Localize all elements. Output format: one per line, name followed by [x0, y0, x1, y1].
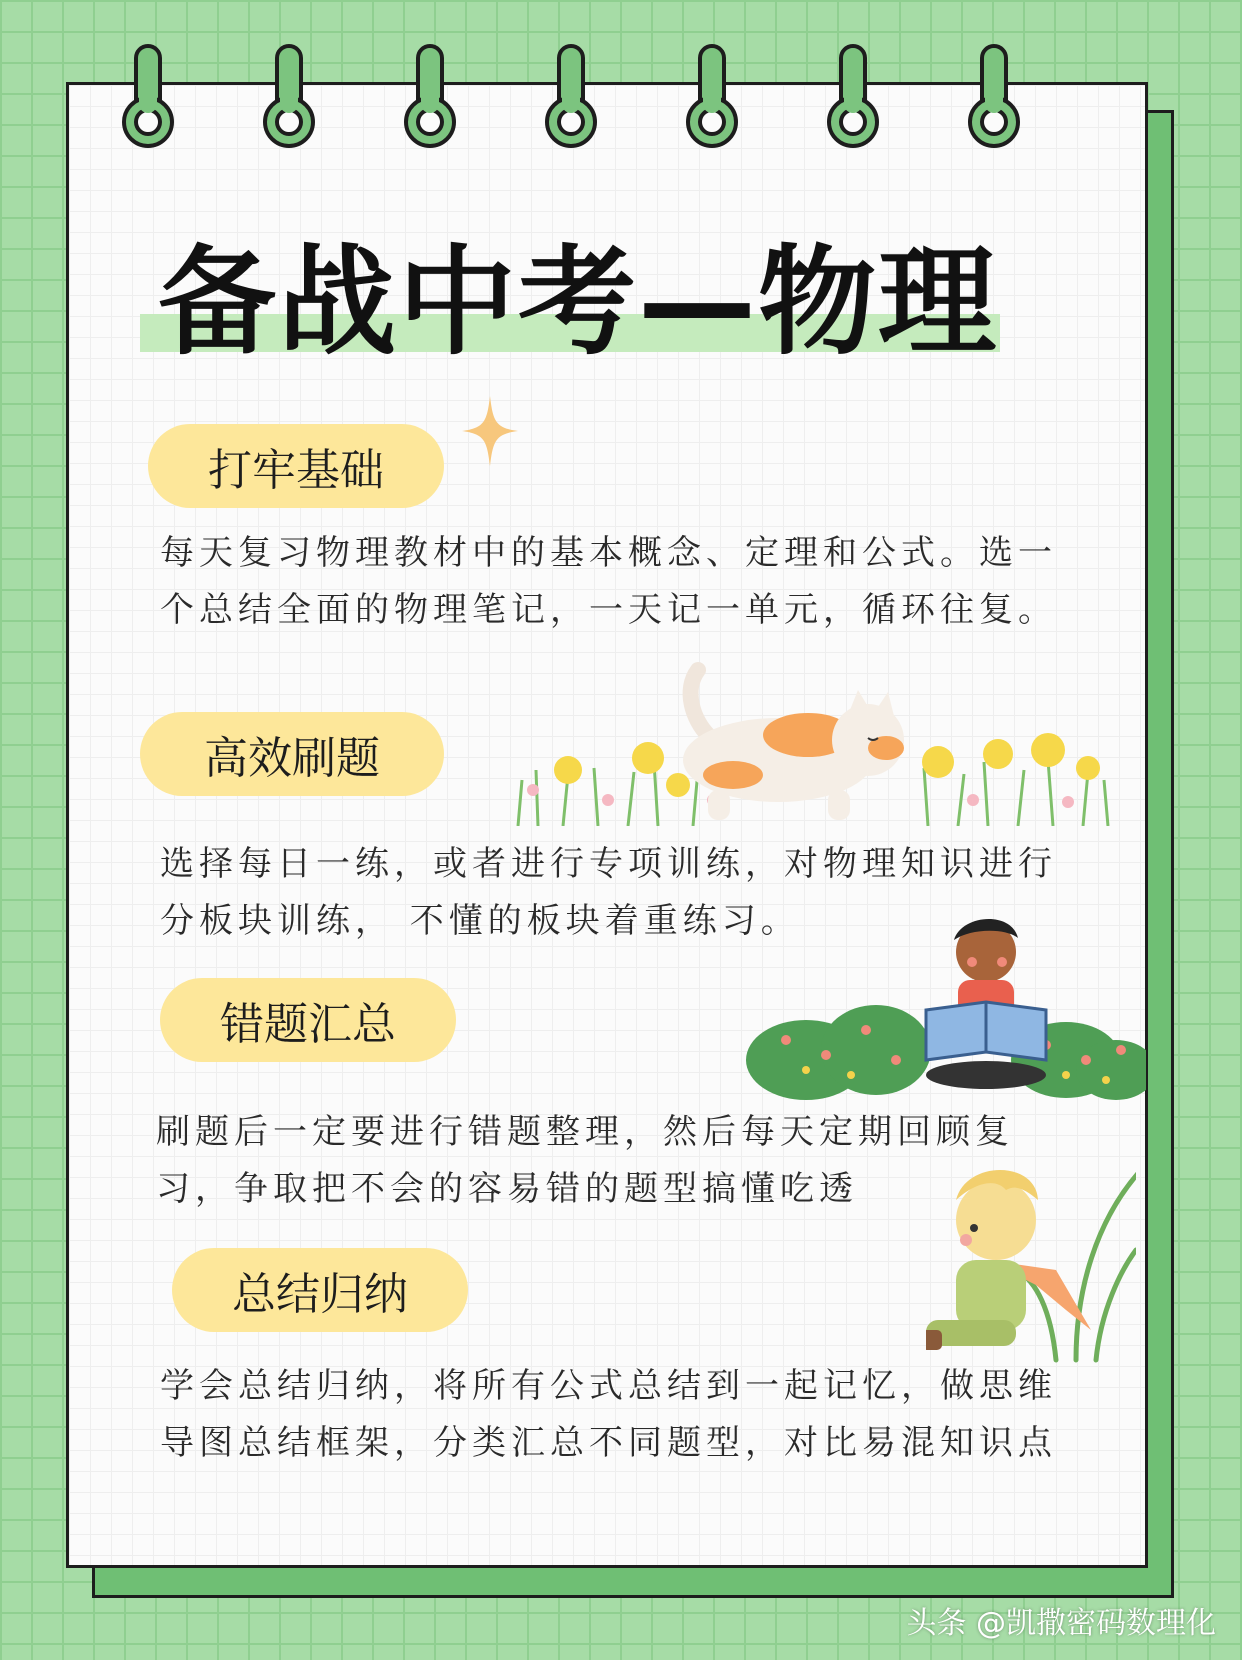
section-heading-mistakes: 错题汇总: [160, 978, 456, 1062]
spiral-ring-icon: [259, 44, 319, 156]
section-text-summary: 学会总结归纳，将所有公式总结到一起记忆，做思维导图总结框架，分类汇总不同题型，对比易混知识点: [160, 1366, 1057, 1463]
reading-child-illustration: [746, 910, 1146, 1100]
little-prince-illustration: [926, 1160, 1136, 1370]
spiral-ring-icon: [541, 44, 601, 156]
spiral-ring-icon: [964, 44, 1024, 156]
section-text-practice: 选择每日一练，或者进行专项训练，对物理知识进行分板块训练， 不懂的板块着重练习。: [160, 844, 1057, 941]
section-heading-basics: 打牢基础: [148, 424, 444, 508]
watermark: 头条 @凯撒密码数理化: [906, 1606, 1216, 1641]
section-heading-practice: 高效刷题: [140, 712, 444, 796]
page-title: 备战中考—物理: [158, 233, 999, 371]
spiral-ring-icon: [682, 44, 742, 156]
section-text-basics: 每天复习物理教材中的基本概念、定理和公式。选一个总结全面的物理笔记，一天记一单元，循环往复。: [160, 533, 1057, 630]
section-text-mistakes: 刷题后一定要进行错题整理，然后每天定期回顾复习，争取把不会的容易错的题型搞懂吃透: [156, 1112, 1014, 1209]
spiral-ring-icon: [400, 44, 460, 156]
section-heading-summary: 总结归纳: [172, 1248, 468, 1332]
title-block: [140, 232, 1040, 372]
spiral-ring-icon: [823, 44, 883, 156]
sparkle-icon: [462, 396, 518, 466]
spiral-ring-icon: [118, 44, 178, 156]
cat-illustration: [508, 650, 1118, 826]
